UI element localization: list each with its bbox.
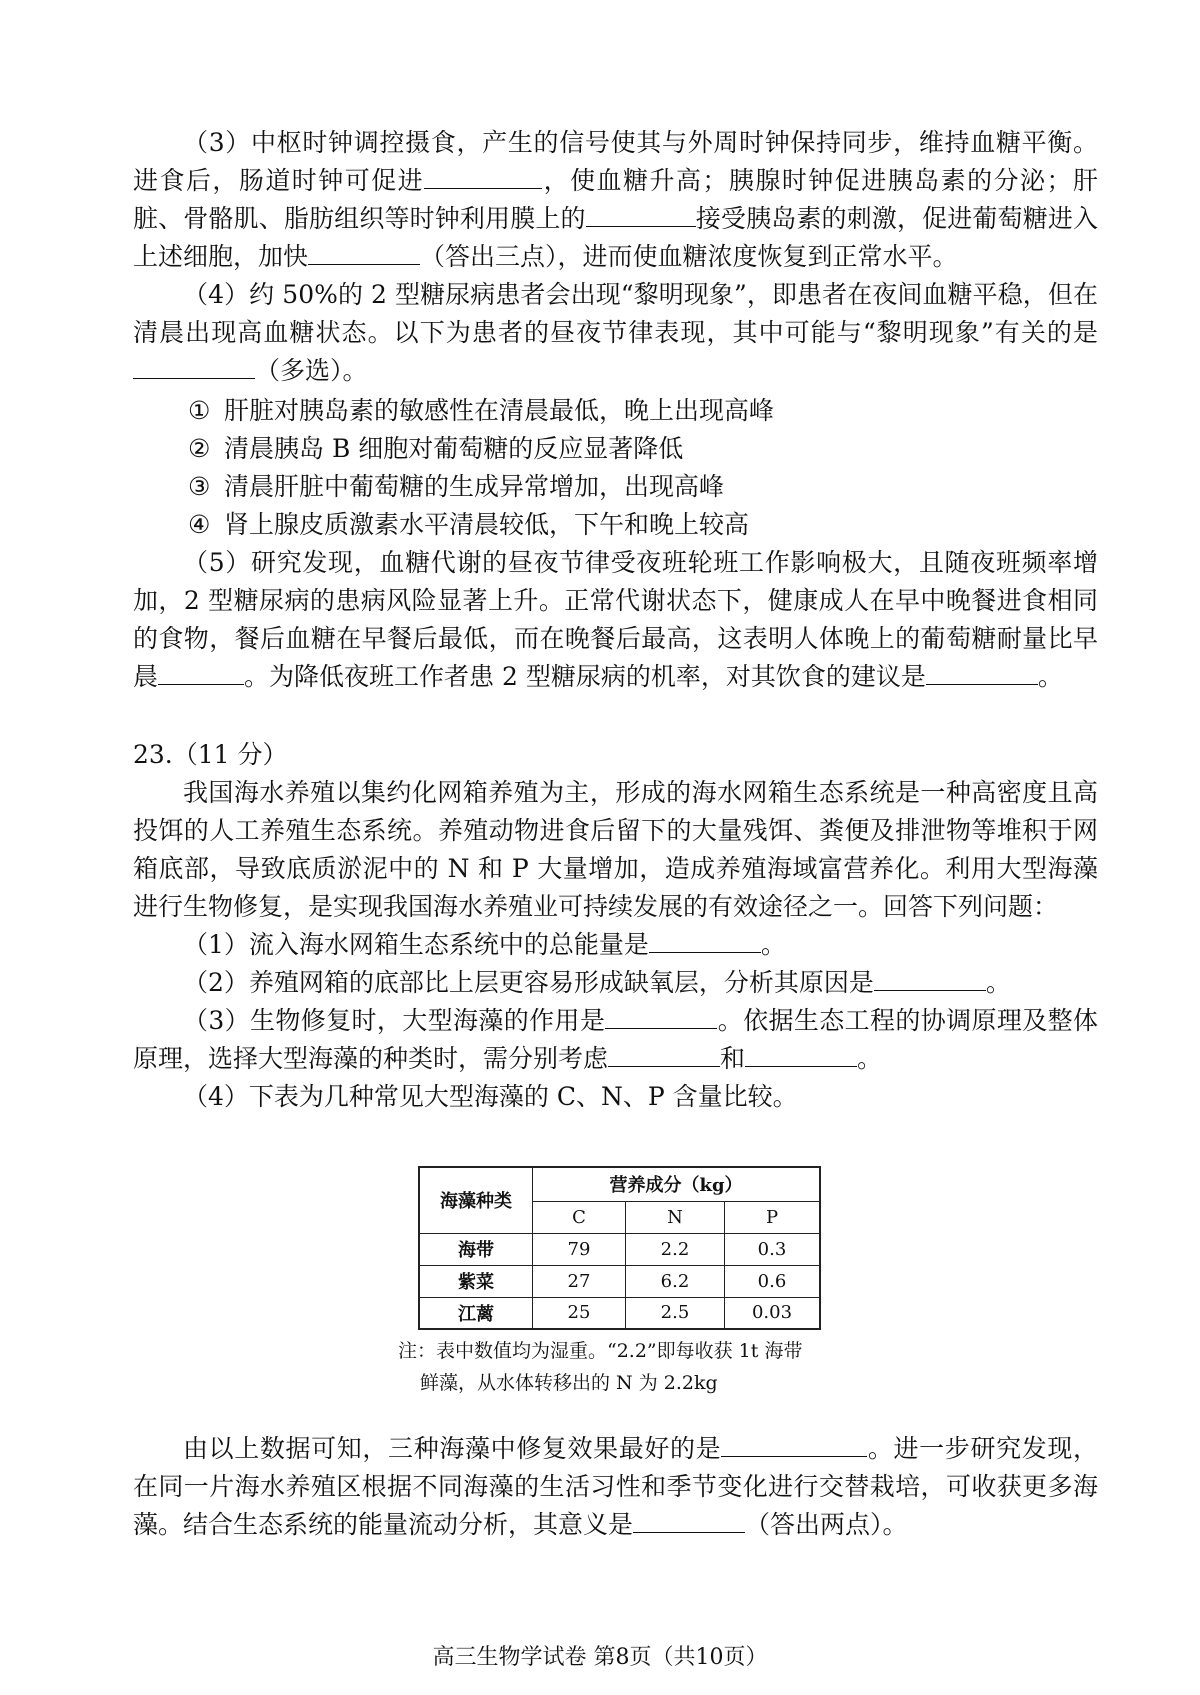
answer-blank[interactable] — [605, 1002, 717, 1029]
table-cell: 2.2 — [626, 1233, 725, 1265]
q22-part3-text-d: （答出三点），进而使血糖浓度恢复到正常水平。 — [420, 242, 958, 271]
answer-blank[interactable] — [745, 1040, 857, 1067]
q23-part2-text-a: （2）养殖网箱的底部比上层更容易形成缺氧层，分析其原因是 — [183, 968, 874, 997]
q23-part1 — [133, 926, 1098, 964]
q22-part5-text-a: （5）研究发现，血糖代谢的昼夜节律受夜班轮班工作影响极大，且随夜班频率增加，2 型糖尿病的患病风险显著上升。正常代谢状态下，健康成人在早中晚餐进食相同的食物，餐后血糖在早餐后最低，而在晚餐后最高，这表明人体晚上的葡萄糖耐量比早晨 — [133, 548, 1098, 691]
answer-blank[interactable] — [874, 964, 986, 991]
q23-conclusion-text-b: 。进一步研究发现，在同一片海水养殖区根据不同海藻的生活习性和季节变化进行交替栽培，可收获更多海藻。结合生态系统的能量流动分析，其意义是 — [133, 1434, 1098, 1539]
option-text: 肝脏对胰岛素的敏感性在清晨最低，晚上出现高峰 — [224, 396, 775, 425]
q23-conclusion-text-c: （答出两点）。 — [745, 1510, 908, 1539]
answer-blank[interactable] — [608, 1040, 720, 1067]
q23-intro: 我国海水养殖以集约化网箱养殖为主，形成的海水网箱生态系统是一种高密度且高投饵的人工养殖生态系统。养殖动物进食后留下的大量残饵、粪便及排泄物等堆积于网箱底部，导致底质淤泥中的 N 和 P 大量增加，造成养殖海域富营养化。利用大型海藻进行生物修复，是实现我国海水养殖业可持续发展的有效途径之一。回答下列问题： — [133, 778, 1098, 921]
answer-blank[interactable] — [633, 1506, 745, 1533]
q23-conclusion-text-a: 由以上数据可知，三种海藻中修复效果最好的是 — [183, 1434, 722, 1463]
option-text: 肾上腺皮质激素水平清晨较低，下午和晚上较高 — [224, 510, 750, 539]
table-header-nutrients: 营养成分（kg） — [533, 1167, 821, 1201]
q23-conclusion — [133, 1430, 1098, 1544]
table-cell: 27 — [533, 1265, 626, 1297]
option-1 — [188, 392, 774, 430]
table-note-line2: 鲜藻，从水体转移出的 N 为 2.2kg — [420, 1372, 718, 1394]
table-header-species: 海藻种类 — [419, 1167, 533, 1233]
q23-part1-text-b: 。 — [760, 930, 786, 959]
q22-part4-text-b: （多选）。 — [255, 356, 368, 385]
table-cell: 2.5 — [626, 1297, 725, 1329]
q23-part3-text-c: 和 — [720, 1044, 746, 1073]
table-row — [419, 1265, 820, 1297]
option-number: ④ — [188, 510, 211, 539]
answer-blank[interactable] — [926, 658, 1038, 685]
table-note-line1: 注：表中数值均为湿重。“2.2”即每收获 1t 海带 — [398, 1340, 803, 1362]
table-cell: 0.3 — [725, 1233, 821, 1265]
q22-part3-text-c: 接受胰岛素的刺激，促进葡萄糖进入上述细胞，加快 — [133, 204, 1098, 271]
q23-part3 — [133, 1002, 1098, 1078]
table-subheader-c: C — [533, 1201, 626, 1233]
option-4 — [188, 506, 749, 544]
nutrient-table — [418, 1166, 821, 1330]
table-subheader-p: P — [725, 1201, 821, 1233]
table-cell: 0.6 — [725, 1265, 821, 1297]
q22-part3-text-b: ，使血糖升高；胰腺时钟促进胰岛素的分泌；肝脏、骨骼肌、脂肪组织等时钟利用膜上的 — [133, 166, 1098, 233]
table-cell: 0.03 — [725, 1297, 821, 1329]
q23-part4: （4）下表为几种常见大型海藻的 C、N、P 含量比较。 — [183, 1082, 798, 1111]
table-subheader-n: N — [626, 1201, 725, 1233]
q23-part3-text-d: 。 — [857, 1044, 883, 1073]
q22-part3-text-a: （3）中枢时钟调控摄食，产生的信号使其与外周时钟保持同步，维持血糖平衡。进食后，肠道时钟可促进 — [133, 128, 1098, 195]
answer-blank[interactable] — [586, 200, 696, 227]
q22-part5 — [133, 544, 1098, 696]
option-number: ① — [188, 396, 211, 425]
q22-part3 — [133, 124, 1098, 276]
q23-part2 — [133, 964, 1098, 1002]
q22-part4-text-a: （4）约 50%的 2 型糖尿病患者会出现“黎明现象”，即患者在夜间血糖平稳，但在清晨出现高血糖状态。以下为患者的昼夜节律表现，其中可能与“黎明现象”有关的是 — [133, 280, 1098, 347]
table-cell-species: 海带 — [419, 1233, 533, 1265]
table-cell: 79 — [533, 1233, 626, 1265]
table-cell-species: 江蓠 — [419, 1297, 533, 1329]
table-cell-species: 紫菜 — [419, 1265, 533, 1297]
table-cell: 6.2 — [626, 1265, 725, 1297]
answer-blank[interactable] — [721, 1430, 867, 1457]
answer-blank[interactable] — [424, 162, 542, 189]
table-row — [419, 1297, 820, 1329]
q23-part3-text-a: （3）生物修复时，大型海藻的作用是 — [183, 1006, 606, 1035]
q22-part5-text-c: 。 — [1037, 662, 1063, 691]
q22-part4 — [133, 276, 1098, 390]
option-text: 清晨胰岛 B 细胞对葡萄糖的反应显著降低 — [224, 434, 684, 463]
option-text: 清晨肝脏中葡萄糖的生成异常增加，出现高峰 — [224, 472, 725, 501]
table-row — [419, 1233, 820, 1265]
option-3 — [188, 468, 724, 506]
answer-blank[interactable] — [158, 658, 244, 685]
q23-part1-text-a: （1）流入海水网箱生态系统中的总能量是 — [183, 930, 649, 959]
answer-blank[interactable] — [649, 926, 761, 953]
answer-blank[interactable] — [133, 352, 255, 379]
option-number: ② — [188, 434, 211, 463]
option-2 — [188, 430, 683, 468]
answer-blank[interactable] — [308, 238, 420, 265]
q23-part2-text-b: 。 — [985, 968, 1011, 997]
q23-part3-text-b: 。依据生态工程的协调原理及整体原理，选择大型海藻的种类时，需分别考虑 — [133, 1006, 1098, 1073]
option-number: ③ — [188, 472, 211, 501]
q22-part5-text-b: 。为降低夜班工作者患 2 型糖尿病的机率，对其饮食的建议是 — [244, 662, 926, 691]
q23-header: 23.（11 分） — [133, 740, 288, 769]
page-footer: 高三生物学试卷 第8页（共10页） — [432, 1645, 768, 1670]
table-cell: 25 — [533, 1297, 626, 1329]
